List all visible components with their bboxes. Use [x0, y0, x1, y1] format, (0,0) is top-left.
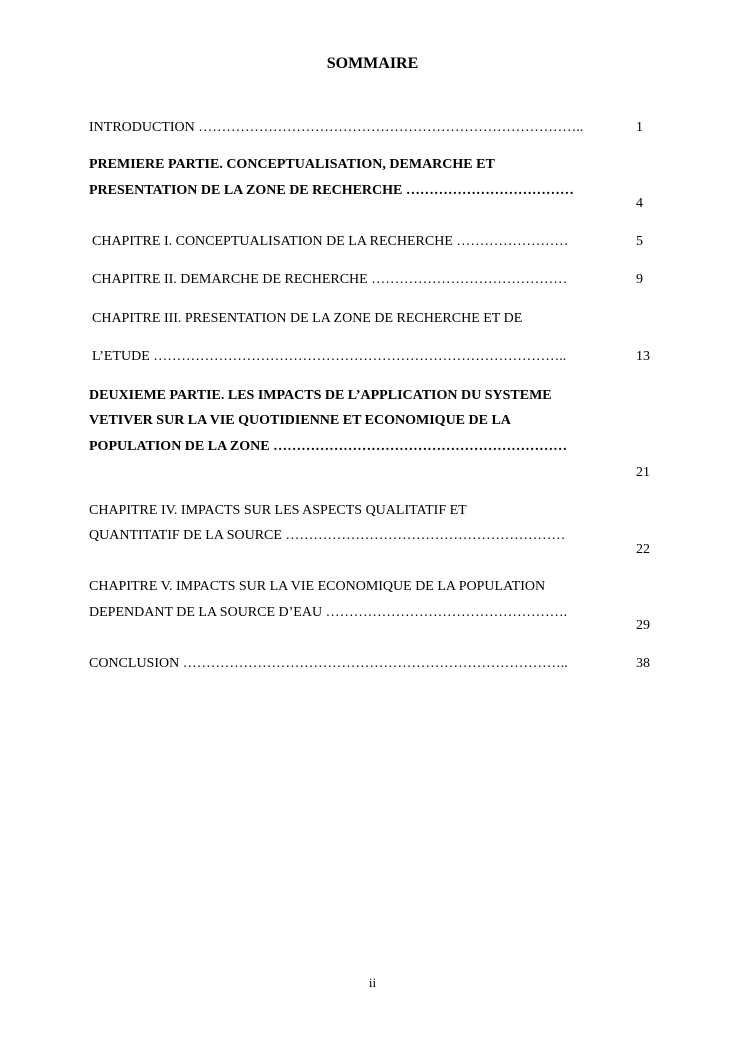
toc-entry-part1-line1[interactable]: PREMIERE PARTIE. CONCEPTUALISATION, DEMARCHE ET: [89, 157, 495, 172]
toc-page-chapter4: 22: [636, 542, 650, 557]
toc-page-part2: 21: [636, 465, 650, 480]
toc-page-chapter3: 13: [636, 349, 650, 364]
toc-page-chapter2: 9: [636, 272, 643, 287]
toc-entry-chapter2[interactable]: CHAPITRE II. DEMARCHE DE RECHERCHE ……………………………………: [92, 272, 568, 287]
toc-entry-part1-line2[interactable]: PRESENTATION DE LA ZONE DE RECHERCHE ………………………………: [89, 183, 574, 198]
toc-entry-introduction[interactable]: INTRODUCTION ………………………………………………………………………..: [89, 120, 584, 135]
toc-entry-chapter4-line2[interactable]: QUANTITATIF DE LA SOURCE ……………………………………………………: [89, 528, 566, 543]
toc-page-introduction: 1: [636, 120, 643, 135]
toc-entry-chapter5-line2[interactable]: DEPENDANT DE LA SOURCE D’EAU …………………………………………….: [89, 605, 568, 620]
toc-entry-chapter4-line1[interactable]: CHAPITRE IV. IMPACTS SUR LES ASPECTS QUALITATIF ET: [89, 503, 467, 518]
toc-entry-part2-line2[interactable]: VETIVER SUR LA VIE QUOTIDIENNE ET ECONOMIQUE DE LA: [89, 413, 511, 428]
toc-entry-part2-line3[interactable]: POPULATION DE LA ZONE ………………………………………………………: [89, 439, 568, 454]
toc-entry-chapter3-line2[interactable]: L’ETUDE ……………………………………………………………………………..: [92, 349, 567, 364]
toc-page-chapter1: 5: [636, 234, 643, 249]
toc-page-conclusion: 38: [636, 656, 650, 671]
toc-page-chapter5: 29: [636, 618, 650, 633]
toc-page-part1: 4: [636, 196, 643, 211]
toc-entry-chapter3-line1[interactable]: CHAPITRE III. PRESENTATION DE LA ZONE DE RECHERCHE ET DE: [92, 311, 523, 326]
footer-page-number: ii: [368, 975, 377, 990]
page-title: SOMMAIRE: [326, 55, 419, 72]
toc-entry-conclusion[interactable]: CONCLUSION ………………………………………………………………………..: [89, 656, 568, 671]
toc-entry-chapter1[interactable]: CHAPITRE I. CONCEPTUALISATION DE LA RECHERCHE ……………………: [92, 234, 569, 249]
toc-entry-part2-line1[interactable]: DEUXIEME PARTIE. LES IMPACTS DE L’APPLICATION DU SYSTEME: [89, 388, 552, 403]
toc-entry-chapter5-line1[interactable]: CHAPITRE V. IMPACTS SUR LA VIE ECONOMIQUE DE LA POPULATION: [89, 579, 546, 594]
